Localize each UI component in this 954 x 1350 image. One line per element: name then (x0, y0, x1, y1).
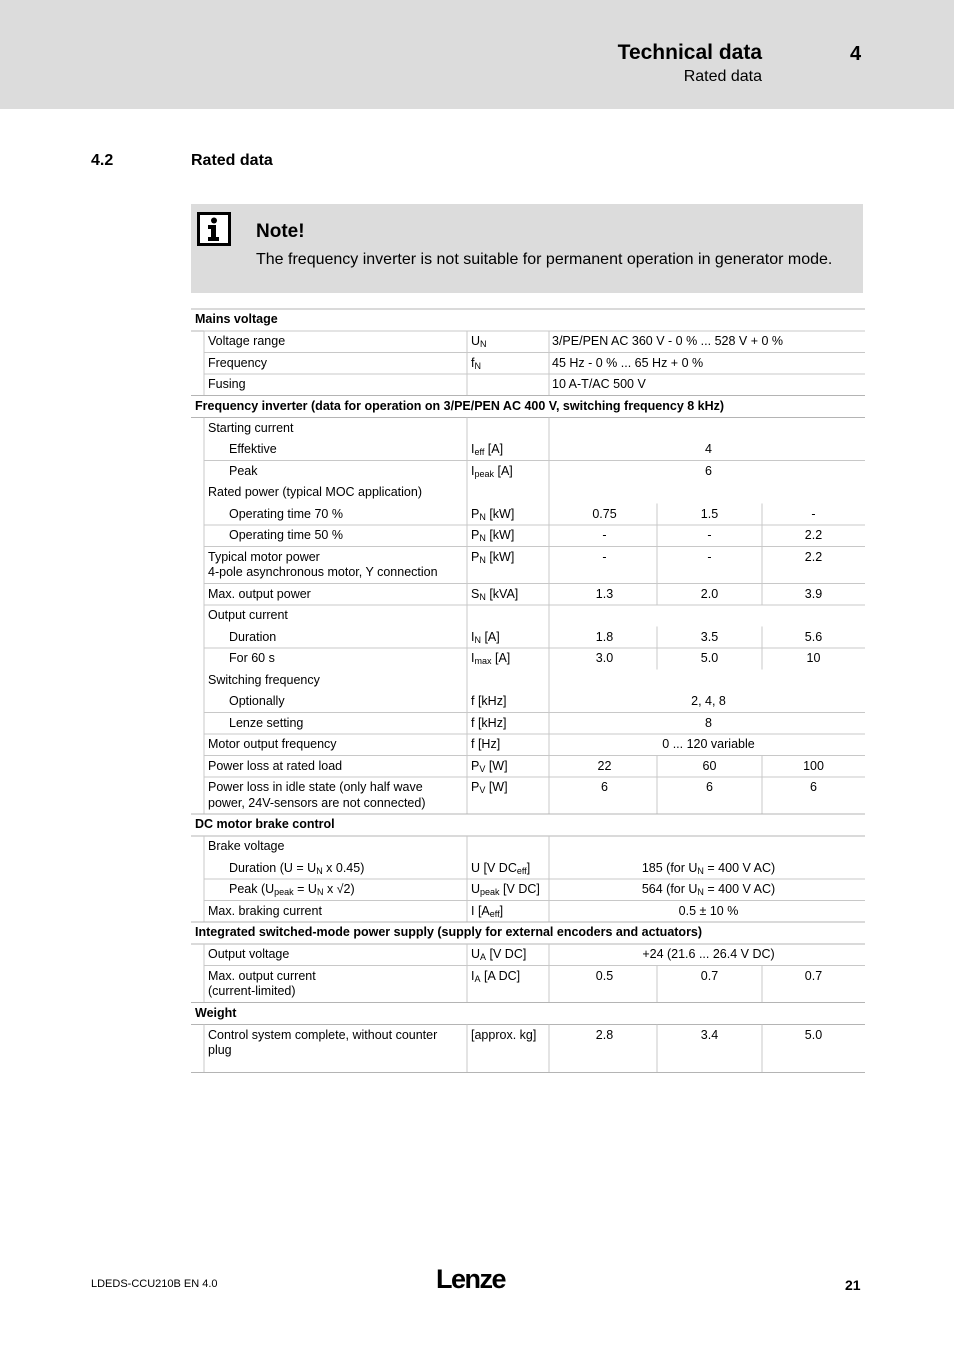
row-symbol: [approx. kg] (471, 1027, 537, 1042)
value-cell: 3.5 (700, 629, 719, 644)
row-symbol: $I_A$ [A DC] (471, 968, 521, 984)
value-cell: 2.2 (804, 528, 823, 542)
row-symbol: $I_{peak}$ [A] (471, 463, 513, 479)
row-label: Power loss in idle state (only half wave power, 24V-sensors are not connected) (208, 780, 426, 810)
row-label: Duration (229, 629, 277, 644)
value-cell: 0 ... 120 variable (662, 737, 755, 751)
row-label: Fusing (208, 377, 246, 391)
section-title: Rated data (191, 152, 273, 169)
row-label: Output current (208, 608, 288, 622)
value-cell: 564 (for $U_N = 400$ V AC) (641, 882, 776, 897)
value-cell: 3.4 (700, 1027, 719, 1042)
row-label: Brake voltage (208, 839, 285, 853)
section-number: 4.2 (91, 152, 114, 169)
value-cell: 6 (810, 780, 817, 794)
row-symbol: $P_N$ [kW] (471, 528, 515, 543)
row-symbol: I $[A_{eff}]$ (471, 903, 504, 919)
value-cell: 6 (705, 463, 712, 478)
value-cell: 2.0 (700, 586, 719, 601)
row-label: For 60 s (229, 651, 275, 665)
section-heading: Frequency inverter (data for operation on 3/PE/PEN AC 400 V, switching frequency 8 kHz) (195, 398, 725, 413)
value-cell: 5.0 (700, 651, 719, 665)
row-label: Peak ($U_{peak} = U_N$ x √2) (229, 882, 355, 897)
value-cell: - (707, 528, 712, 542)
row-symbol: $U_A$ [V DC] (471, 947, 527, 962)
info-icon (197, 212, 231, 246)
rated-data-table (191, 307, 865, 1081)
value-cell: 3.9 (804, 586, 823, 601)
value-cell: 10 A-T/AC 500 V (552, 377, 646, 391)
value-cell: 1.8 (595, 629, 614, 644)
row-label: Operating time 70 % (229, 506, 343, 521)
row-label: Frequency (208, 355, 268, 370)
row-symbol: $P_N$ [kW] (471, 549, 515, 565)
row-label: Peak (229, 463, 258, 478)
value-cell: 60 (702, 758, 717, 773)
value-cell: 0.5 (595, 968, 614, 983)
value-cell: - (707, 549, 712, 564)
row-label: Switching frequency (208, 672, 320, 687)
value-cell: 0.5 ± 10 % (678, 903, 739, 918)
section-heading: Weight (195, 1005, 237, 1020)
row-symbol: $S_N$ [kVA] (471, 586, 519, 602)
header-subtitle: Rated data (683, 68, 762, 85)
value-cell: 10 (806, 651, 821, 665)
row-symbol: $I_{eff}$ [A] (471, 442, 504, 457)
section-heading: Mains voltage (195, 312, 278, 326)
value-cell: 6 (601, 780, 608, 794)
value-cell: - (602, 528, 607, 542)
row-label: Control system complete, without counter plug (208, 1027, 438, 1057)
row-label: Starting current (208, 420, 294, 435)
note-box (191, 204, 863, 293)
value-cell: 100 (803, 758, 824, 773)
value-cell: 0.7 (804, 968, 823, 983)
note-heading: Note! (256, 221, 305, 242)
section-heading: DC motor brake control (195, 817, 335, 831)
row-symbol: $P_V$ [W] (471, 780, 508, 795)
row-label: Power loss at rated load (208, 758, 343, 773)
row-label: Max. output current (current-limited) (208, 968, 316, 998)
value-cell: - (811, 506, 816, 521)
row-label: Lenze setting (229, 715, 304, 730)
value-cell: - (602, 549, 607, 564)
row-symbol: $P_V$ [W] (471, 758, 508, 774)
row-label: Typical motor power 4-pole asynchronous motor, Y connection (208, 549, 438, 579)
section-heading: Integrated switched-mode power supply (supply for external encoders and actuators) (195, 925, 703, 939)
row-label: Optionally (229, 694, 285, 708)
value-cell: 2.2 (804, 549, 823, 564)
lenze-logo: Lenze (436, 1264, 506, 1294)
value-cell: 3.0 (595, 651, 614, 665)
row-symbol: $U_N$ (471, 334, 487, 349)
row-label: Output voltage (208, 947, 290, 961)
row-symbol: $P_N$ [kW] (471, 506, 515, 522)
value-cell: 0.75 (592, 506, 617, 521)
row-symbol: f [kHz] (471, 694, 507, 708)
row-label: Operating time 50 % (229, 528, 343, 542)
value-cell: 2, 4, 8 (691, 694, 726, 708)
row-symbol: f [kHz] (471, 715, 507, 730)
row-symbol: $f_N$ (471, 355, 481, 371)
row-symbol: $I_{max}$ [A] (471, 651, 511, 666)
row-label: Voltage range (208, 334, 286, 348)
header-title: Technical data (617, 41, 762, 64)
value-cell: 1.5 (700, 506, 719, 521)
value-cell: 5.0 (804, 1027, 823, 1042)
value-cell: 6 (706, 780, 713, 794)
row-symbol: f [Hz] (471, 737, 501, 751)
value-cell: 185 (for $U_N = 400$ V AC) (641, 860, 776, 876)
note-text: The frequency inverter is not suitable for permanent operation in generator mode. (256, 251, 833, 268)
value-cell: 45 Hz - 0 % ... 65 Hz + 0 % (552, 355, 704, 370)
value-cell: 1.3 (595, 586, 614, 601)
value-cell: 8 (705, 715, 712, 730)
row-label: Rated power (typical MOC application) (208, 485, 422, 499)
row-symbol: U [V $DC_{eff}$] (471, 860, 531, 876)
row-label: Effektive (229, 442, 277, 456)
value-cell: 5.6 (804, 629, 823, 644)
row-symbol: $I_N$ [A] (471, 629, 500, 645)
value-cell: 2.8 (595, 1027, 614, 1042)
row-label: Duration ($U = U_N$ x 0.45) (229, 860, 365, 876)
page-number: 21 (845, 1277, 861, 1293)
row-label: Max. output power (208, 586, 311, 601)
page-header (0, 0, 954, 109)
row-symbol: $U_{peak}$ [V DC] (471, 882, 540, 897)
chapter-number: 4 (850, 43, 862, 65)
value-cell: 3/PE/PEN AC 360 V - 0 % ... 528 V + 0 % (552, 334, 784, 348)
value-cell: 22 (597, 758, 612, 773)
row-label: Max. braking current (208, 903, 322, 918)
value-cell: 0.7 (700, 968, 719, 983)
document-id: LDEDS-CCU210B EN 4.0 (91, 1278, 218, 1290)
value-cell: +24 (21.6 ... 26.4 V DC) (642, 947, 775, 961)
row-label: Motor output frequency (208, 737, 337, 751)
value-cell: 4 (705, 442, 712, 456)
